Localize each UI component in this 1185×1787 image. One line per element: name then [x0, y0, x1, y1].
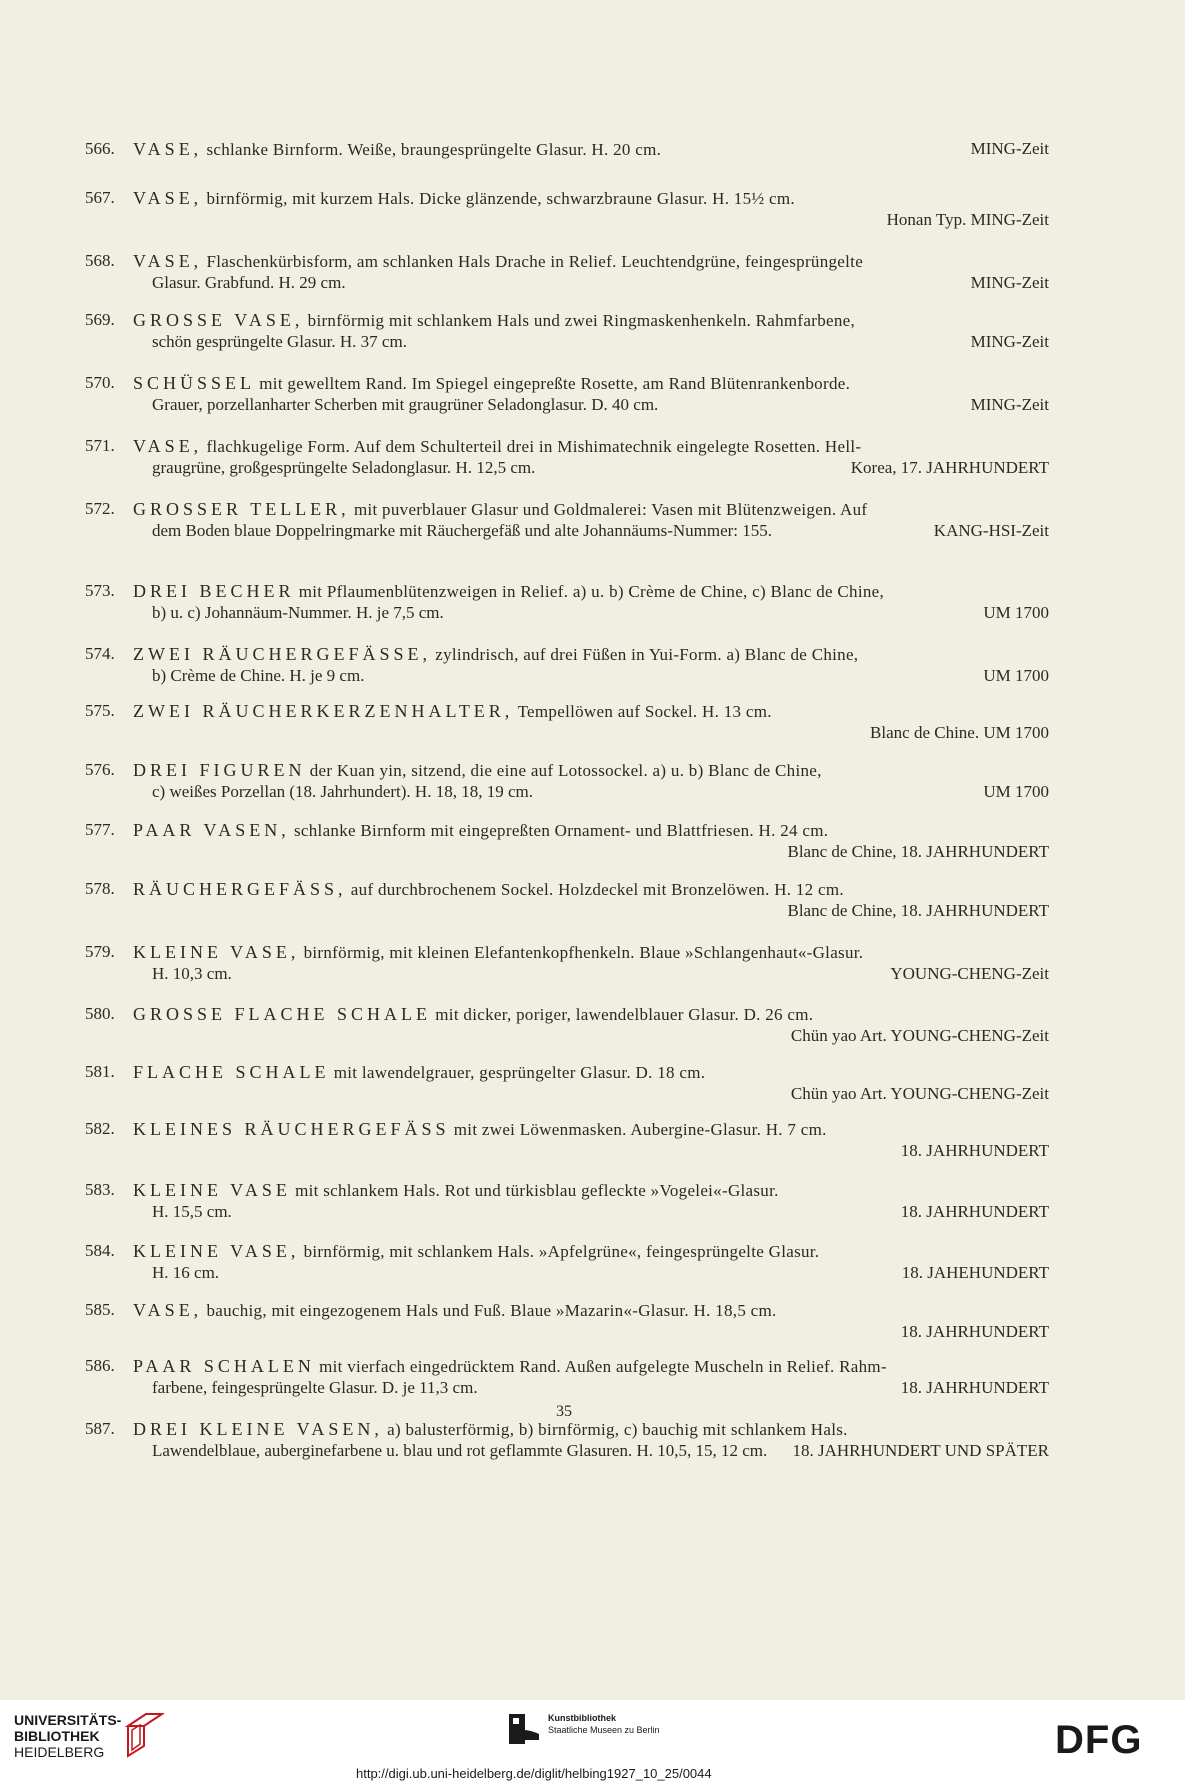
- entry-line2: dem Boden blaue Doppelringmarke mit Räuchergefäß und alte Johannäums-Nummer: 155.: [152, 521, 773, 540]
- entry-line1: [133, 1240, 1047, 1263]
- entry-title: DREI BECHER: [133, 581, 295, 601]
- entry-number: 567.: [85, 188, 115, 207]
- entry-title: VASE,: [133, 436, 203, 456]
- entry-period: 18. JAHRHUNDERT: [900, 1378, 1049, 1397]
- entry-line2: H. 10,3 cm.: [152, 964, 232, 983]
- entry-period: MING-Zeit: [970, 332, 1049, 351]
- entry-number: 577.: [85, 820, 115, 839]
- entry-period: 18. JAHRHUNDERT UND SPÄTER: [792, 1441, 1049, 1460]
- entry-line1: [133, 498, 1047, 521]
- entry-title: VASE,: [133, 1300, 203, 1320]
- entry-title: ZWEI RÄUCHERGEFÄSSE,: [133, 644, 432, 664]
- entry-period: UM 1700: [983, 782, 1049, 801]
- entry-line1: [133, 372, 1047, 395]
- entry-number: 572.: [85, 499, 115, 518]
- kb-line2: Staatliche Museen zu Berlin: [548, 1725, 660, 1735]
- entry-period: UM 1700: [983, 603, 1049, 622]
- entry-line2: Lawendelblaue, auberginefarbene u. blau und rot geflammte Glasuren. H. 10,5, 15, 12 cm.: [152, 1441, 768, 1460]
- entry-number: 576.: [85, 760, 115, 779]
- entry-line2: b) u. c) Johannäum-Nummer. H. je 7,5 cm.: [152, 603, 444, 622]
- entry-line2: graugrüne, großgesprüngelte Seladonglasur. H. 12,5 cm.: [152, 458, 536, 477]
- entry-description: mit Pflaumenblütenzweigen in Relief. a) u. b) Crème de Chine, c) Blanc de Chine,: [298, 582, 885, 601]
- entry-line1: [133, 309, 1047, 332]
- entry-number: 580.: [85, 1004, 115, 1023]
- entry-line1: [133, 819, 1047, 842]
- uni-logo-line1: UNIVERSITÄTS-: [14, 1712, 122, 1728]
- entry-description: zylindrisch, auf drei Füßen in Yui-Form. a) Blanc de Chine,: [435, 645, 859, 664]
- entry-description: a) balusterförmig, b) birnförmig, c) bauchig mit schlankem Hals.: [387, 1420, 848, 1439]
- entry-line1: [133, 138, 1047, 161]
- page-number: 35: [556, 1403, 572, 1420]
- entry-description: mit vierfach eingedrücktem Rand. Außen aufgelegte Muscheln in Relief. Rahm-: [319, 1357, 887, 1376]
- entry-title: KLEINE VASE: [133, 1180, 291, 1200]
- entry-number: 586.: [85, 1356, 115, 1375]
- entry-description: flachkugelige Form. Auf dem Schulterteil drei in Mishimatechnik eingelegte Rosetten. Hell-: [206, 437, 862, 456]
- entry-period: Blanc de Chine, 18. JAHRHUNDERT: [787, 842, 1049, 861]
- kunstbibliothek-label: [548, 1712, 660, 1736]
- entry-period: Chün yao Art. YOUNG-CHENG-Zeit: [790, 1084, 1049, 1103]
- entry-period: MING-Zeit: [970, 273, 1049, 292]
- entry-line1: [133, 1118, 1047, 1141]
- entry-period: Chün yao Art. YOUNG-CHENG-Zeit: [790, 1026, 1049, 1045]
- entry-period: 18. JAHEHUNDERT: [901, 1263, 1049, 1282]
- entry-line1: [133, 250, 1047, 273]
- entry-period: Korea, 17. JAHRHUNDERT: [850, 458, 1049, 477]
- entry-title: VASE,: [133, 139, 203, 159]
- entry-period: YOUNG-CHENG-Zeit: [890, 964, 1049, 983]
- kunstbibliothek-logo-icon[interactable]: [507, 1712, 541, 1746]
- university-library-mark-icon: [124, 1712, 164, 1758]
- entry-title: GROSSE VASE,: [133, 310, 304, 330]
- entry-number: 573.: [85, 581, 115, 600]
- entry-title: VASE,: [133, 188, 203, 208]
- entry-period: UM 1700: [983, 666, 1049, 685]
- entry-number: 578.: [85, 879, 115, 898]
- entry-description: bauchig, mit eingezogenem Hals und Fuß. Blaue »Mazarin«-Glasur. H. 18,5 cm.: [206, 1301, 777, 1320]
- entry-number: 584.: [85, 1241, 115, 1260]
- entry-description: birnförmig, mit kleinen Elefantenkopfhenkeln. Blaue »Schlangenhaut«-Glasur.: [303, 943, 864, 962]
- entry-title: GROSSER TELLER,: [133, 499, 350, 519]
- uni-logo-line2: BIBLIOTHEK: [14, 1728, 100, 1744]
- entry-description: birnförmig mit schlankem Hals und zwei Ringmaskenhenkeln. Rahmfarbene,: [307, 311, 856, 330]
- entry-number: 568.: [85, 251, 115, 270]
- entry-title: KLEINE VASE,: [133, 942, 300, 962]
- entry-line1: [133, 1355, 1047, 1378]
- entry-period: 18. JAHRHUNDERT: [900, 1141, 1049, 1160]
- entry-title: RÄUCHERGEFÄSS,: [133, 879, 347, 899]
- uni-logo-line3: HEIDELBERG: [14, 1744, 105, 1760]
- entry-line2: farbene, feingesprüngelte Glasur. D. je 11,3 cm.: [152, 1378, 478, 1397]
- entry-description: mit gewelltem Rand. Im Spiegel eingepreßte Rosette, am Rand Blütenrankenborde.: [259, 374, 851, 393]
- entry-title: VASE,: [133, 251, 203, 271]
- entry-period: 18. JAHRHUNDERT: [900, 1202, 1049, 1221]
- entry-number: 583.: [85, 1180, 115, 1199]
- entry-number: 569.: [85, 310, 115, 329]
- entry-description: birnförmig, mit kurzem Hals. Dicke glänzende, schwarzbraune Glasur. H. 15½ cm.: [206, 189, 795, 208]
- entry-line2: Glasur. Grabfund. H. 29 cm.: [152, 273, 346, 292]
- entry-line2: H. 15,5 cm.: [152, 1202, 232, 1221]
- entry-description: schlanke Birnform mit eingepreßten Ornament- und Blattfriesen. H. 24 cm.: [293, 821, 829, 840]
- entry-title: PAAR SCHALEN: [133, 1356, 315, 1376]
- entry-period: KANG-HSI-Zeit: [933, 521, 1049, 540]
- entry-period: Blanc de Chine, 18. JAHRHUNDERT: [787, 901, 1049, 920]
- entry-description: mit zwei Löwenmasken. Aubergine-Glasur. H. 7 cm.: [453, 1120, 827, 1139]
- entry-line1: [133, 700, 1047, 723]
- entry-line1: [133, 759, 1047, 782]
- entry-title: DREI FIGUREN: [133, 760, 306, 780]
- entry-description: schlanke Birnform. Weiße, braungesprüngelte Glasur. H. 20 cm.: [206, 140, 662, 159]
- entry-line2: H. 16 cm.: [152, 1263, 220, 1282]
- entry-line1: [133, 878, 1047, 901]
- entry-title: DREI KLEINE VASEN,: [133, 1419, 383, 1439]
- entry-line1: [133, 1061, 1047, 1084]
- entry-title: KLEINES RÄUCHERGEFÄSS: [133, 1119, 450, 1139]
- entry-number: 587.: [85, 1419, 115, 1438]
- entry-number: 581.: [85, 1062, 115, 1081]
- kb-line1: Kunstbibliothek: [548, 1713, 616, 1723]
- entry-description: mit dicker, poriger, lawendelblauer Glasur. D. 26 cm.: [435, 1005, 814, 1024]
- entry-description: Tempellöwen auf Sockel. H. 13 cm.: [517, 702, 772, 721]
- entry-title: FLACHE SCHALE: [133, 1062, 330, 1082]
- entry-title: KLEINE VASE,: [133, 1241, 300, 1261]
- entry-line1: [133, 1179, 1047, 1202]
- entry-line1: [133, 1003, 1047, 1026]
- entry-line1: [133, 1418, 1047, 1441]
- entry-period: MING-Zeit: [970, 395, 1049, 414]
- entry-title: SCHÜSSEL: [133, 373, 256, 393]
- entry-number: 575.: [85, 701, 115, 720]
- entry-description: mit lawendelgrauer, gesprüngelter Glasur. D. 18 cm.: [333, 1063, 706, 1082]
- entry-line2: c) weißes Porzellan (18. Jahrhundert). H. 18, 18, 19 cm.: [152, 782, 533, 801]
- entry-number: 570.: [85, 373, 115, 392]
- entry-number: 582.: [85, 1119, 115, 1138]
- entry-description: der Kuan yin, sitzend, die eine auf Lotossockel. a) u. b) Blanc de Chine,: [309, 761, 822, 780]
- entry-number: 571.: [85, 436, 115, 455]
- entry-description: Flaschenkürbisform, am schlanken Hals Drache in Relief. Leuchtendgrüne, feingesprüngelte: [206, 252, 864, 271]
- entry-description: mit schlankem Hals. Rot und türkisblau gefleckte »Vogelei«-Glasur.: [295, 1181, 779, 1200]
- entry-line1: [133, 187, 1047, 210]
- entry-line1: [133, 941, 1047, 964]
- entry-line1: [133, 580, 1047, 603]
- entry-line1: [133, 643, 1047, 666]
- entry-line2: Grauer, porzellanharter Scherben mit graugrüner Seladonglasur. D. 40 cm.: [152, 395, 659, 414]
- entry-line2: b) Crème de Chine. H. je 9 cm.: [152, 666, 365, 685]
- entry-number: 585.: [85, 1300, 115, 1319]
- permalink-url[interactable]: http://digi.ub.uni-heidelberg.de/diglit/helbing1927_10_25/0044: [356, 1766, 712, 1781]
- entry-line2: schön gesprüngelte Glasur. H. 37 cm.: [152, 332, 407, 351]
- entry-description: mit puverblauer Glasur und Goldmalerei: Vasen mit Blütenzweigen. Auf: [353, 500, 868, 519]
- entry-period: Honan Typ. MING-Zeit: [886, 210, 1049, 229]
- entry-title: ZWEI RÄUCHERKERZENHALTER,: [133, 701, 514, 721]
- entry-description: birnförmig, mit schlankem Hals. »Apfelgrüne«, feingesprüngelte Glasur.: [303, 1242, 820, 1261]
- footer: [0, 1700, 1185, 1787]
- entry-period: MING-Zeit: [970, 139, 1049, 158]
- dfg-logo[interactable]: DFG: [1055, 1718, 1143, 1762]
- entry-period: Blanc de Chine. UM 1700: [870, 723, 1049, 742]
- entry-description: auf durchbrochenem Sockel. Holzdeckel mit Bronzelöwen. H. 12 cm.: [350, 880, 844, 899]
- entry-title: GROSSE FLACHE SCHALE: [133, 1004, 432, 1024]
- entry-line1: [133, 1299, 1047, 1322]
- entry-title: PAAR VASEN,: [133, 820, 290, 840]
- entry-number: 566.: [85, 139, 115, 158]
- entry-period: 18. JAHRHUNDERT: [900, 1322, 1049, 1341]
- university-library-logo[interactable]: [14, 1712, 121, 1760]
- entry-number: 574.: [85, 644, 115, 663]
- entry-line1: [133, 435, 1047, 458]
- entry-number: 579.: [85, 942, 115, 961]
